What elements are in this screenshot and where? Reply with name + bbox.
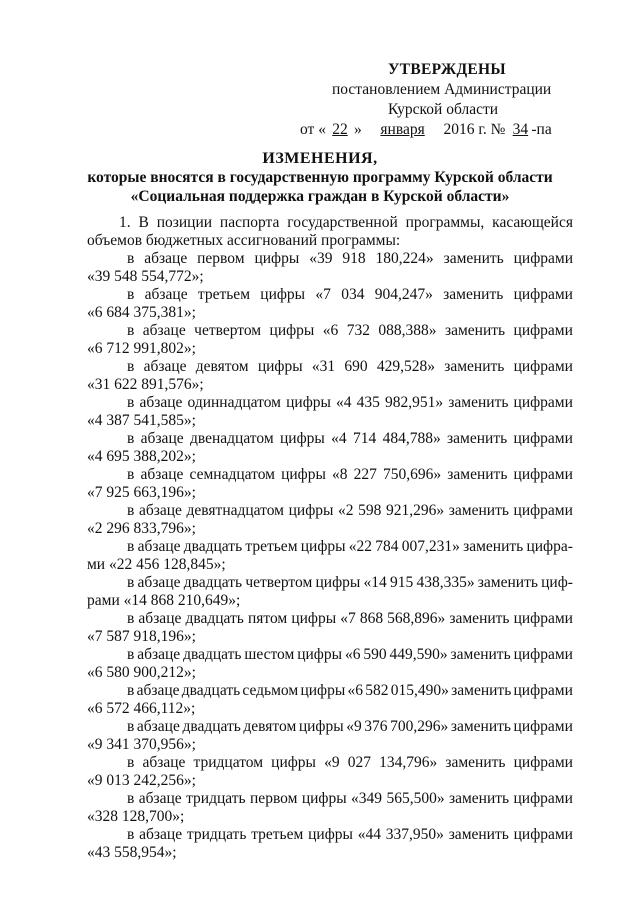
- word: шестом: [244, 646, 295, 663]
- list-item-line-b: «43 558,954»;: [87, 844, 177, 861]
- word: «44: [357, 826, 381, 843]
- title-line-1: ИЗМЕНЕНИЯ,: [262, 150, 378, 167]
- list-item-line-a: [87, 358, 573, 376]
- date-year: 2016 г. №: [443, 121, 506, 138]
- word: в: [127, 430, 135, 447]
- word: цифры: [260, 286, 306, 303]
- word: заменить: [463, 538, 524, 555]
- word: государственной: [287, 214, 398, 231]
- word: двадцать: [181, 682, 241, 699]
- word: 750,696»: [383, 466, 442, 483]
- title-line-2: которые вносятся в государственную программу Курской области: [87, 169, 553, 186]
- list-item-line-a: [87, 610, 573, 628]
- list-item-line-a: [87, 682, 573, 700]
- word: «7: [315, 286, 331, 303]
- word: абзаце: [136, 682, 180, 699]
- word: абзаце: [140, 466, 184, 483]
- word: цифры: [300, 538, 346, 555]
- word: четвертом: [194, 322, 262, 339]
- word: 921,296»: [386, 502, 445, 519]
- list-item-line-b: «4 387 541,585»;: [87, 412, 196, 429]
- word: «8: [332, 466, 348, 483]
- word: заменить: [450, 718, 511, 735]
- word: заменить: [448, 502, 509, 519]
- word: третьем: [245, 538, 298, 555]
- word: 868: [359, 610, 384, 627]
- word: абзаце: [137, 646, 181, 663]
- word: 449,590»: [389, 646, 448, 663]
- intro-line-2: объемов бюджетных ассигнований программы:: [87, 232, 401, 249]
- word: в: [127, 682, 135, 699]
- word: «22: [348, 538, 373, 555]
- list-item-line-a: [87, 286, 573, 304]
- word: программы,: [405, 214, 485, 231]
- decree-number: 34: [512, 121, 529, 138]
- word: «7: [340, 610, 356, 627]
- word: цифрами: [513, 286, 573, 303]
- word: «4: [331, 430, 347, 447]
- word: цифрами: [513, 682, 573, 699]
- word: заменить: [477, 574, 538, 591]
- list-item-line-b: «39 548 554,772»;: [87, 268, 204, 285]
- approval-block: [300, 60, 600, 140]
- word: касающейся: [492, 214, 573, 231]
- word: «9: [324, 754, 340, 771]
- word: 1.: [119, 214, 131, 231]
- word: абзаце: [144, 286, 188, 303]
- word: 376: [364, 718, 388, 735]
- word: заменить: [447, 466, 508, 483]
- list-item-line-a: [87, 394, 573, 412]
- word: 027: [347, 754, 371, 771]
- word: 227: [353, 466, 377, 483]
- items-list: [87, 250, 573, 862]
- list-item-line-a: [87, 466, 573, 484]
- list-item-line-b: «6 580 900,212»;: [87, 664, 196, 681]
- decree-suffix: -па: [531, 121, 552, 138]
- word: двадцать: [183, 538, 243, 555]
- word: заменить: [443, 250, 504, 267]
- approval-line-2: постановлением Администрации: [332, 81, 552, 98]
- word: абзаце: [139, 826, 183, 843]
- word: цифрами: [513, 826, 573, 843]
- list-item-line-b: «2 296 833,796»;: [87, 520, 196, 537]
- word: в: [127, 646, 135, 663]
- list-item-line-b: «7 925 663,196»;: [87, 484, 196, 501]
- word: абзаце: [140, 430, 184, 447]
- word: заменить: [444, 322, 506, 339]
- list-item-line-a: [87, 718, 573, 736]
- word: 088,388»: [378, 322, 437, 339]
- word: абзаце: [142, 322, 186, 339]
- list-item-line-b: «6 572 466,112»;: [87, 700, 196, 717]
- word: цифрами: [513, 322, 573, 339]
- list-item-line-b: «6 712 991,802»;: [87, 340, 196, 357]
- word: цифры: [271, 754, 316, 771]
- list-item-line-b: «9 341 370,956»;: [87, 736, 196, 753]
- word: цифры: [291, 610, 337, 627]
- word: цифрами: [513, 610, 573, 627]
- word: заменить: [450, 646, 511, 663]
- word: заменить: [448, 394, 509, 411]
- word: цифры: [297, 646, 343, 663]
- word: тридцать: [186, 790, 246, 807]
- list-item-line-b: «6 684 375,381»;: [87, 304, 196, 321]
- word: 915: [389, 574, 414, 591]
- word: 784: [375, 538, 399, 555]
- list-item-line-a: [87, 250, 573, 268]
- word: 904,247»: [374, 286, 433, 303]
- word: цифры: [281, 466, 326, 483]
- word: «6: [347, 682, 364, 699]
- list-item-line-a: [87, 754, 573, 772]
- word: двенадцатом: [189, 430, 274, 447]
- word: В: [138, 214, 149, 231]
- word: тридцатом: [193, 754, 264, 771]
- list-item-line-b: ми «22 456 128,845»;: [87, 556, 226, 573]
- word: 429,528»: [376, 358, 435, 375]
- word: абзаце: [137, 574, 181, 591]
- word: абзаце: [136, 718, 180, 735]
- word: в: [127, 538, 135, 555]
- word: абзаце: [139, 394, 183, 411]
- list-item-line-b: «328 128,700»;: [87, 808, 185, 825]
- word: цифра-: [526, 538, 573, 555]
- list-item-line-a: [87, 790, 573, 808]
- word: цифрами: [513, 646, 573, 663]
- word: цифры: [286, 394, 331, 411]
- list-item-line-a: [87, 502, 573, 520]
- word: 590: [363, 646, 387, 663]
- date-prefix: от «: [300, 121, 326, 138]
- word: в: [127, 322, 135, 339]
- word: цифрами: [513, 502, 573, 519]
- word: двадцать: [183, 646, 242, 663]
- word: в: [127, 250, 135, 267]
- list-item-line-b: «7 587 918,196»;: [87, 628, 196, 645]
- word: абзаце: [138, 610, 182, 627]
- list-item-line-a: [87, 322, 573, 340]
- word: в: [127, 718, 135, 735]
- title-line-3: «Социальная поддержка граждан в Курской области»: [130, 188, 510, 205]
- word: четвертом: [245, 574, 313, 591]
- word: третьем: [251, 826, 304, 843]
- list-item-line-b: «31 622 891,576»;: [87, 376, 204, 393]
- word: цифрами: [513, 394, 573, 411]
- approval-line-3: Курской области: [388, 101, 499, 118]
- word: девятнадцатом: [186, 502, 284, 519]
- list-item-line-a: [87, 430, 573, 448]
- word: в: [127, 286, 135, 303]
- word: паспорта: [219, 214, 280, 231]
- list-item-line-a: [87, 538, 573, 556]
- word: 134,796»: [379, 754, 438, 771]
- word: заменить: [444, 358, 505, 375]
- word: девятом: [243, 718, 297, 735]
- word: цифрами: [513, 718, 573, 735]
- word: цифрами: [513, 358, 573, 375]
- word: «6: [322, 322, 339, 339]
- word: заменить: [448, 826, 509, 843]
- word: абзаце: [138, 502, 182, 519]
- word: заменить: [445, 754, 506, 771]
- word: цифры: [301, 790, 347, 807]
- word: цифры: [308, 826, 353, 843]
- list-item-line-a: [87, 646, 573, 664]
- word: цифрами: [513, 754, 573, 771]
- word: 918: [342, 250, 366, 267]
- word: 484,788»: [382, 430, 441, 447]
- word: в: [127, 754, 135, 771]
- word: двадцать: [182, 718, 241, 735]
- word: «2: [338, 502, 354, 519]
- word: заменить: [447, 430, 508, 447]
- word: «9: [346, 718, 362, 735]
- word: в: [127, 502, 135, 519]
- word: цифры: [279, 430, 325, 447]
- word: цифры: [254, 250, 300, 267]
- word: цифрами: [513, 466, 573, 483]
- word: цифры: [300, 682, 346, 699]
- word: цифры: [315, 574, 361, 591]
- word: двадцать: [183, 574, 243, 591]
- word: 438,335»: [416, 574, 475, 591]
- word: абзаце: [142, 754, 186, 771]
- word: абзаце: [143, 358, 187, 375]
- word: 598: [358, 502, 382, 519]
- word: «4: [336, 394, 352, 411]
- word: циф-: [541, 574, 573, 591]
- document-body: [87, 214, 573, 862]
- word: 015,490»: [390, 682, 449, 699]
- word: 982,951»: [385, 394, 444, 411]
- word: «6: [344, 646, 361, 663]
- word: «39: [309, 250, 333, 267]
- word: заменить: [443, 286, 504, 303]
- word: заменить: [448, 790, 510, 807]
- word: в: [127, 394, 135, 411]
- word: в: [127, 358, 135, 375]
- word: абзаце: [138, 790, 182, 807]
- word: цифры: [288, 502, 334, 519]
- word: 582: [365, 682, 389, 699]
- word: 034: [341, 286, 365, 303]
- list-item-line-b: «4 695 388,202»;: [87, 448, 196, 465]
- word: цифрами: [513, 790, 573, 807]
- word: 732: [346, 322, 370, 339]
- word: 568,896»: [387, 610, 446, 627]
- approval-heading: УТВЕРЖДЕНЫ: [388, 61, 506, 78]
- word: в: [127, 466, 135, 483]
- word: цифры: [257, 358, 303, 375]
- word: 714: [352, 430, 377, 447]
- word: третьем: [197, 286, 250, 303]
- word: «349: [351, 790, 383, 807]
- word: заменить: [449, 610, 510, 627]
- word: «31: [311, 358, 336, 375]
- word: абзаце: [137, 538, 181, 555]
- list-item-line-a: [87, 826, 573, 844]
- document-title: [80, 149, 560, 206]
- word: в: [127, 826, 135, 843]
- word: первом: [197, 250, 245, 267]
- word: «14: [363, 574, 387, 591]
- word: семнадцатом: [189, 466, 275, 483]
- word: цифры: [269, 322, 315, 339]
- word: цифрами: [513, 250, 573, 267]
- word: седьмом: [242, 682, 299, 699]
- date-month: января: [380, 121, 425, 138]
- word: 435: [356, 394, 380, 411]
- date-day: 22: [332, 121, 348, 138]
- list-item-line-a: [87, 574, 573, 592]
- approval-date-line: [300, 120, 600, 140]
- word: 337,950»: [385, 826, 444, 843]
- word: 690: [344, 358, 368, 375]
- word: 007,231»: [401, 538, 460, 555]
- intro-line-1: [87, 214, 573, 232]
- word: пятом: [247, 610, 288, 627]
- word: цифры: [298, 718, 344, 735]
- word: в: [127, 790, 135, 807]
- word: одиннадцатом: [187, 394, 281, 411]
- word: позиции: [156, 214, 213, 231]
- list-item-line-b: «9 013 242,256»;: [87, 772, 196, 789]
- list-item-line-b: рами «14 868 210,649»;: [87, 592, 241, 609]
- date-mid: »: [353, 121, 362, 138]
- word: двадцать: [185, 610, 244, 627]
- word: в: [127, 610, 135, 627]
- word: в: [127, 574, 135, 591]
- word: заменить: [451, 682, 512, 699]
- word: первом: [250, 790, 298, 807]
- word: девятом: [195, 358, 249, 375]
- word: абзаце: [144, 250, 188, 267]
- word: 700,296»: [390, 718, 449, 735]
- word: 565,500»: [386, 790, 445, 807]
- word: цифрами: [513, 430, 573, 447]
- word: тридцать: [186, 826, 247, 843]
- word: 180,224»: [375, 250, 434, 267]
